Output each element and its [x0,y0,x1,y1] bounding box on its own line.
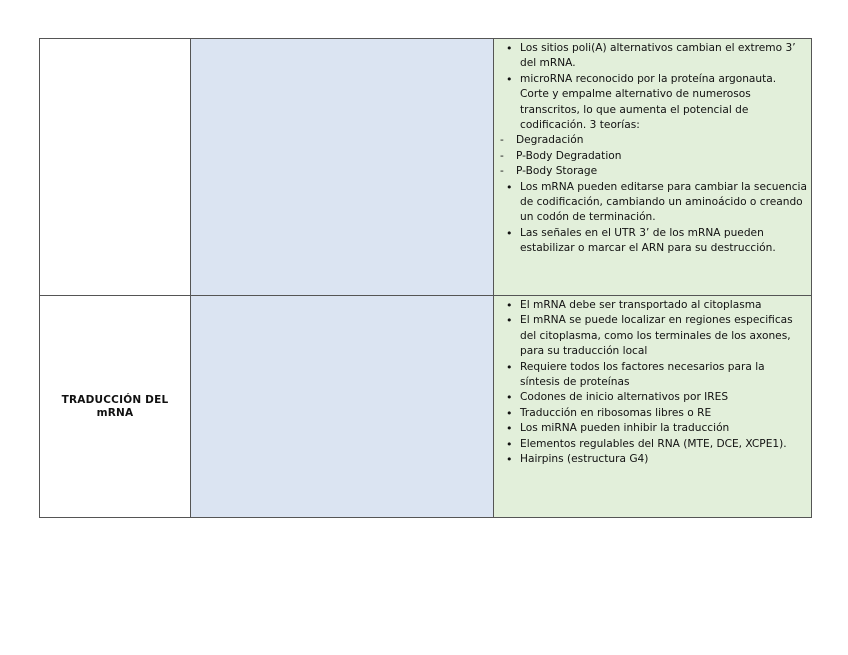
blue-empty-cell [191,296,494,518]
sub-list [494,133,811,179]
list-item-text: microRNA reconocido por la proteína argonauta. Corte y empalme alternativo de numerosos transcritos, lo que aumenta el potencial de codificación. 3 teorías: [520,72,777,132]
sub-list-item: - Degradación [496,133,811,148]
blue-empty-cell [191,39,494,296]
table-row [40,39,812,296]
row-label-cell [40,39,191,296]
list-item [506,72,807,134]
table-row [40,296,812,518]
regulation-table [39,38,812,518]
row-label-cell [40,296,191,518]
sub-list-item: - P-Body Degradation [496,149,811,164]
bullet-list [494,296,811,468]
list-item: • Las señales en el UTR 3’ de los mRNA pueden estabilizar o marcar el ARN para su destrucción. [506,226,807,257]
list-item: • Los mRNA pueden editarse para cambiar la secuencia de codificación, cambiando un aminoácido o creando un codón de terminación. [506,180,807,226]
list-item: • Los miRNA pueden inhibir la traducción [506,421,807,436]
bullet-list [494,39,811,134]
list-item: • El mRNA se puede localizar en regiones especificas del citoplasma, como los terminales de los axones, para su traducción local [506,313,807,359]
row-label: TRADUCCIÓN DEL mRNA [61,393,169,419]
list-item: • Hairpins (estructura G4) [506,452,807,467]
notes-cell [494,296,812,518]
list-item: • Elementos regulables del RNA (MTE, DCE, XCPE1). [506,437,807,452]
list-item: • Los sitios poli(A) alternativos cambian el extremo 3’ del mRNA. [506,41,807,72]
list-item: • Requiere todos los factores necesarios para la síntesis de proteínas [506,360,807,391]
bullet-list [494,180,811,258]
list-item: • Codones de inicio alternativos por IRES [506,390,807,405]
list-item: • El mRNA debe ser transportado al citoplasma [506,298,807,313]
notes-cell [494,39,812,296]
sub-list-item: - P-Body Storage [496,164,811,179]
list-item: • Traducción en ribosomas libres o RE [506,406,807,421]
